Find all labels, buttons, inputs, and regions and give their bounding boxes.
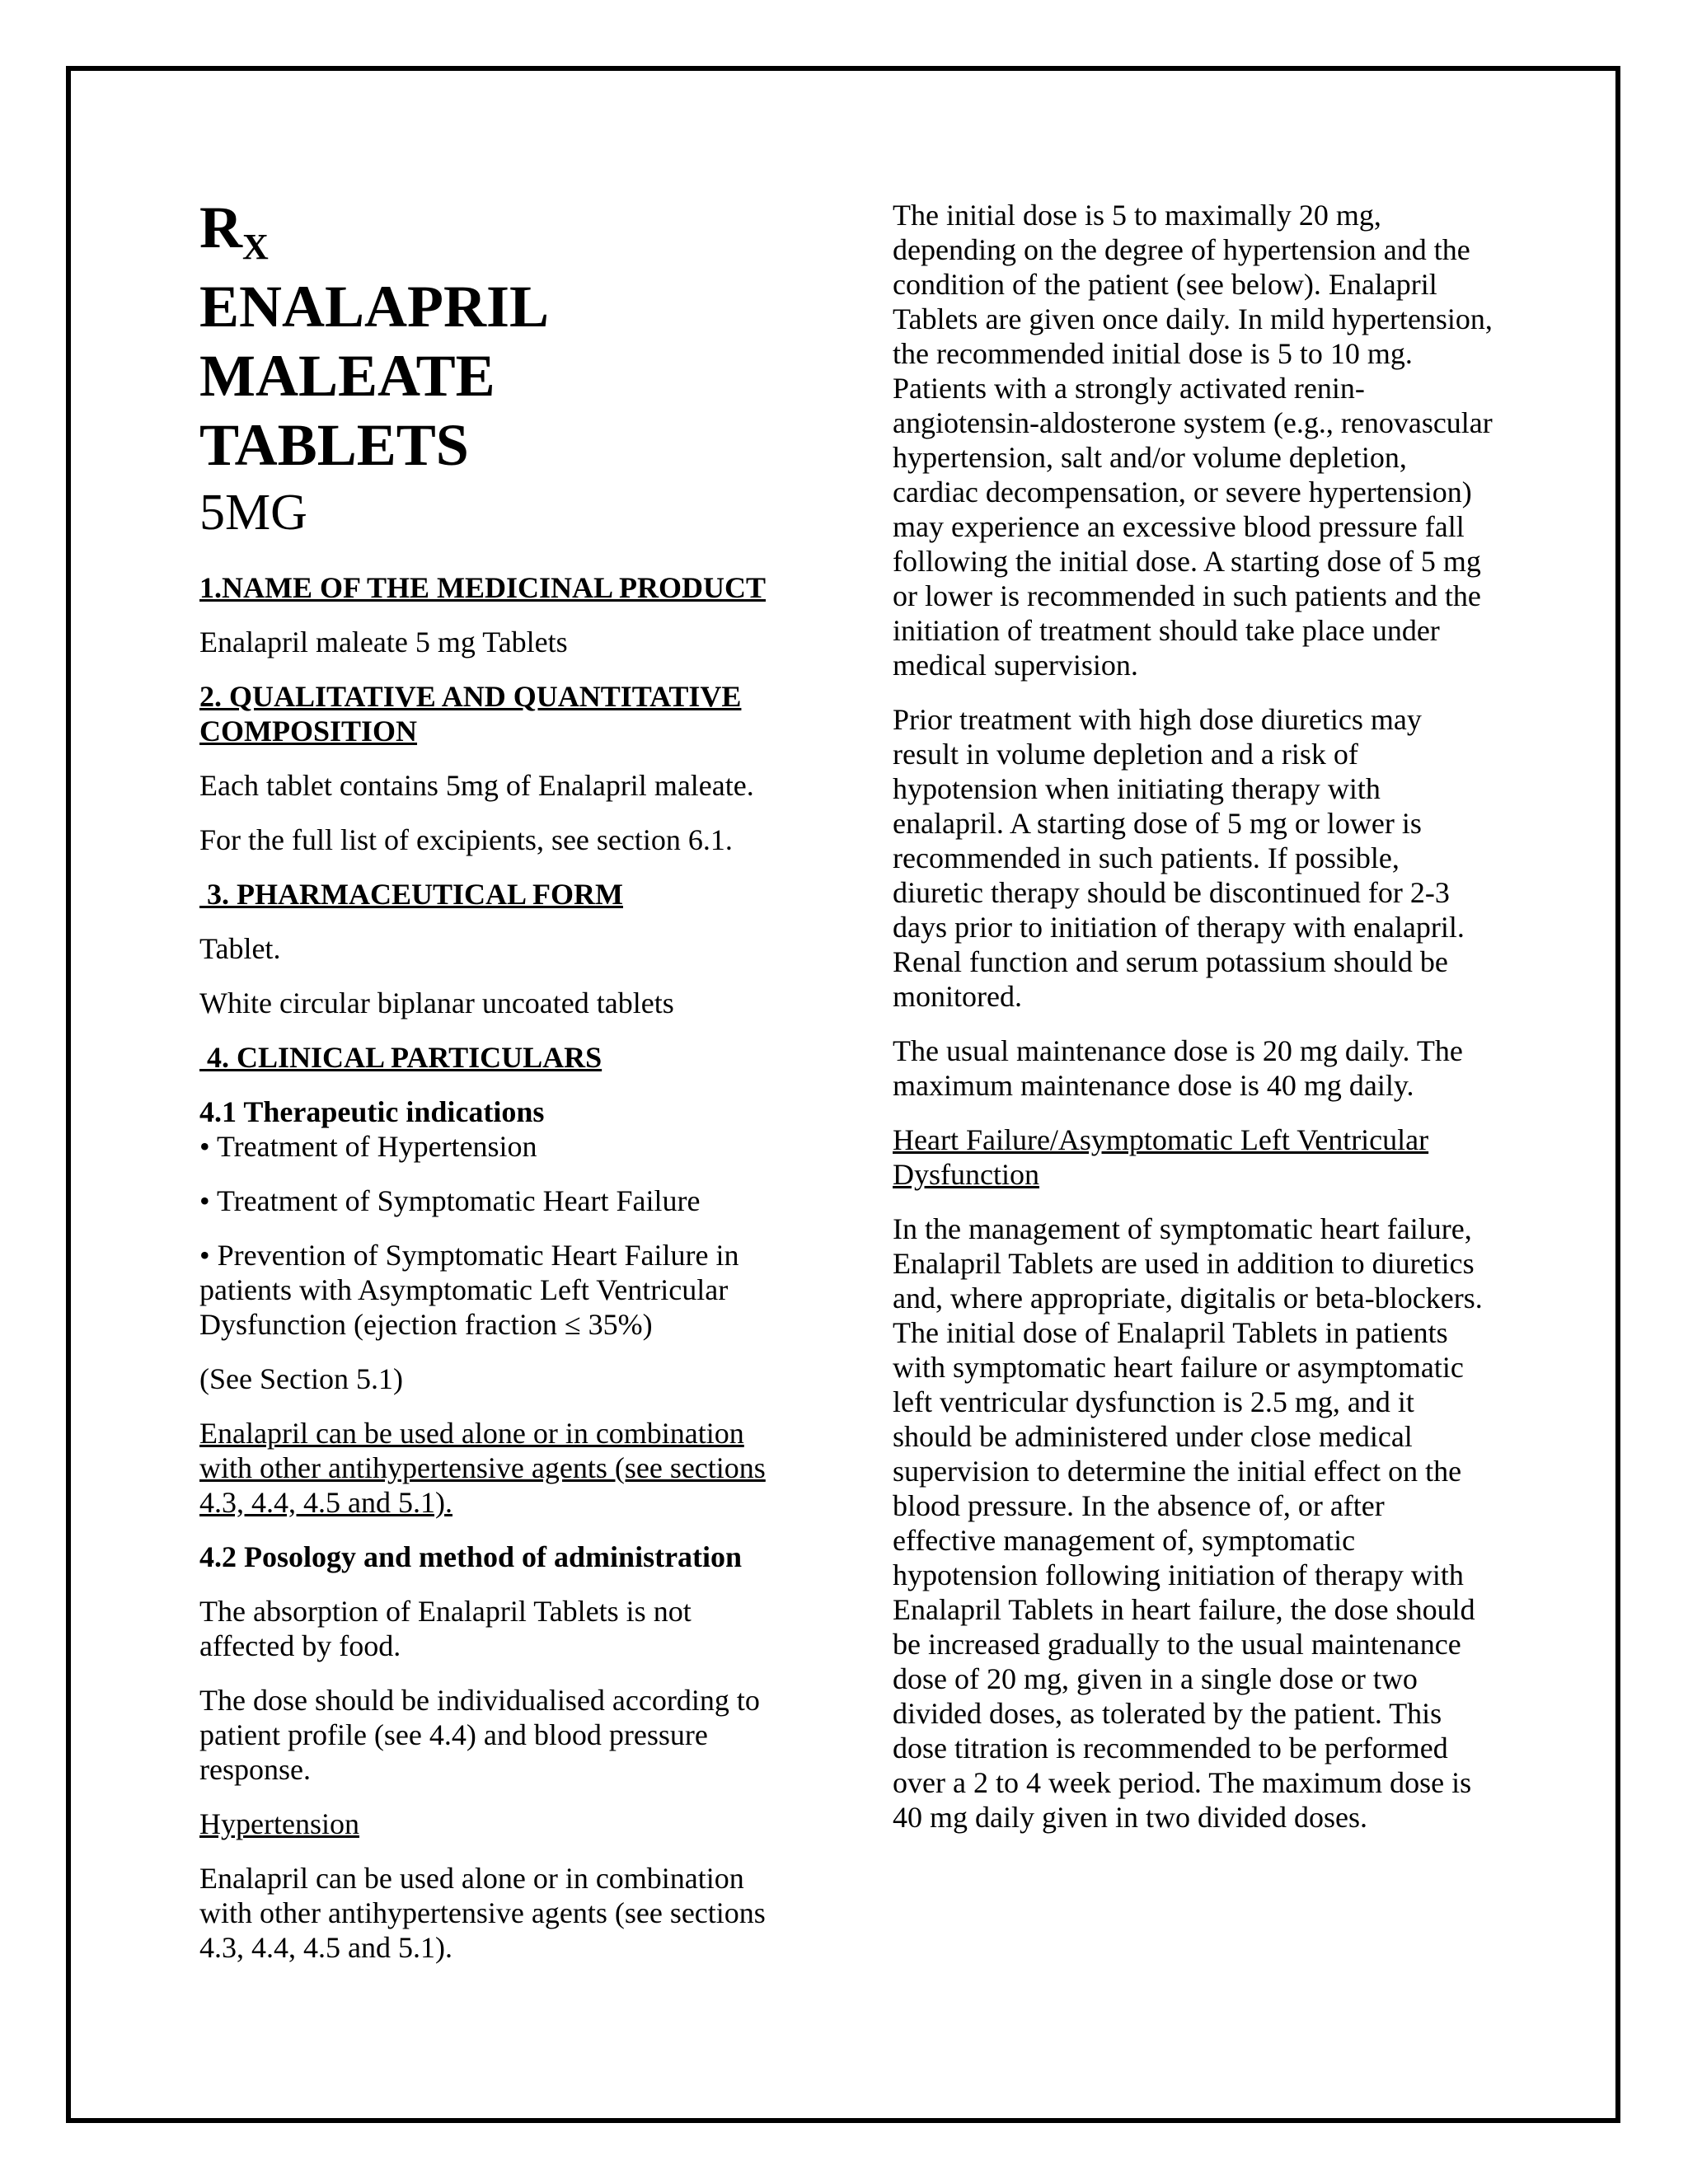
section-3-text-1: Tablet. <box>199 932 281 965</box>
combination-note: Enalapril can be used alone or in combination with other antihypertensive agents (see sections 4.3, 4.4, 4.5 and 5.1). <box>199 1417 766 1519</box>
initial-dose-paragraph: The initial dose is 5 to maximally 20 mg, depending on the degree of hypertension and the condition of the patient (see below). Enalapril Tablets are given once daily. In mild hypertension, the recommended initial dose is 5 to 10 mg. Patients with a strongly activated renin-angiotensin-aldosterone system (e.g., renovascular hypertension, salt and/or volume depletion, cardiac decompensation, or severe hypertension) may experience an excessive blood pressure fall following the initial dose. A starting dose of 5 mg or lower is recommended in such patients and the initiation of treatment should take place under medical supervision. <box>893 199 1493 682</box>
indication-bullet-1: • Treatment of Hypertension <box>199 1130 537 1163</box>
section-2-text-2: For the full list of excipients, see section 6.1. <box>199 823 733 856</box>
product-title-line-1: ENALAPRIL <box>199 274 550 340</box>
section-1-heading: 1.NAME OF THE MEDICINAL PRODUCT <box>199 571 767 604</box>
section-2-heading <box>199 679 793 748</box>
product-title-line-3: TABLETS <box>199 412 469 478</box>
section-4-1-heading: 4.1 Therapeutic indications <box>199 1095 545 1128</box>
section-2-heading-line-2: COMPOSITION <box>199 715 418 748</box>
rx-sub: X <box>242 227 269 267</box>
right-column <box>893 198 1494 1854</box>
product-title-line-2: MALEATE <box>199 343 495 409</box>
rx-symbol <box>199 194 793 267</box>
indication-bullet-3: • Prevention of Symptomatic Heart Failure in patients with Asymptomatic Left Ventricular Dysfunction (ejection fraction ≤ 35%) <box>199 1239 739 1341</box>
prior-treatment-paragraph: Prior treatment with high dose diuretics may result in volume depletion and a risk of hypotension when initiating therapy with enalapril. A starting dose of 5 mg or lower is recommended in such patients. If possible, diuretic therapy should be discontinued for 2-3 days prior to initiation of therapy with enalapril. Renal function and serum potassium should be monitored. <box>893 703 1465 1013</box>
section-2-text-1: Each tablet contains 5mg of Enalapril maleate. <box>199 769 754 802</box>
section-3-heading: 3. PHARMACEUTICAL FORM <box>199 878 623 911</box>
dose-individualised-text: The dose should be individualised according to patient profile (see 4.4) and blood pressure response. <box>199 1684 760 1786</box>
section-4-heading: 4. CLINICAL PARTICULARS <box>199 1041 603 1074</box>
indication-bullet-2: • Treatment of Symptomatic Heart Failure <box>199 1184 701 1217</box>
hypertension-heading: Hypertension <box>199 1807 359 1840</box>
product-strength: 5MG <box>199 485 307 541</box>
section-1-text: Enalapril maleate 5 mg Tablets <box>199 626 568 658</box>
see-section-note: (See Section 5.1) <box>199 1362 403 1395</box>
heart-failure-heading: Heart Failure/Asymptomatic Left Ventricular Dysfunction <box>893 1123 1429 1191</box>
rx-main: R <box>199 194 242 260</box>
heart-failure-paragraph: In the management of symptomatic heart failure, Enalapril Tablets are used in addition to diuretics and, where appropriate, digitalis or beta-blockers. The initial dose of Enalapril Tablets in patients with symptomatic heart failure or asymptomatic left ventricular dysfunction is 2.5 mg, and it should be administered under close medical supervision to determine the initial effect on the blood pressure. In the absence of, or after effective management of, symptomatic hypotension following initiation of therapy with Enalapril Tablets in heart failure, the dose should be increased gradually to the usual maintenance dose of 20 mg, given in a single dose or two divided doses, as tolerated by the patient. This dose titration is recommended to be performed over a 2 to 4 week period. The maximum dose is 40 mg daily given in two divided doses. <box>893 1212 1483 1834</box>
maintenance-dose-paragraph: The usual maintenance dose is 20 mg daily. The maximum maintenance dose is 40 mg daily. <box>893 1034 1463 1102</box>
left-column <box>199 194 793 1985</box>
hypertension-text: Enalapril can be used alone or in combination with other antihypertensive agents (see sections 4.3, 4.4, 4.5 and 5.1). <box>199 1862 766 1964</box>
section-4-2-heading: 4.2 Posology and method of administration <box>199 1540 743 1573</box>
section-2-heading-line-1: 2. QUALITATIVE AND QUANTITATIVE <box>199 680 742 713</box>
section-3-text-2: White circular biplanar uncoated tablets <box>199 987 674 1019</box>
absorption-text: The absorption of Enalapril Tablets is not affected by food. <box>199 1595 692 1662</box>
